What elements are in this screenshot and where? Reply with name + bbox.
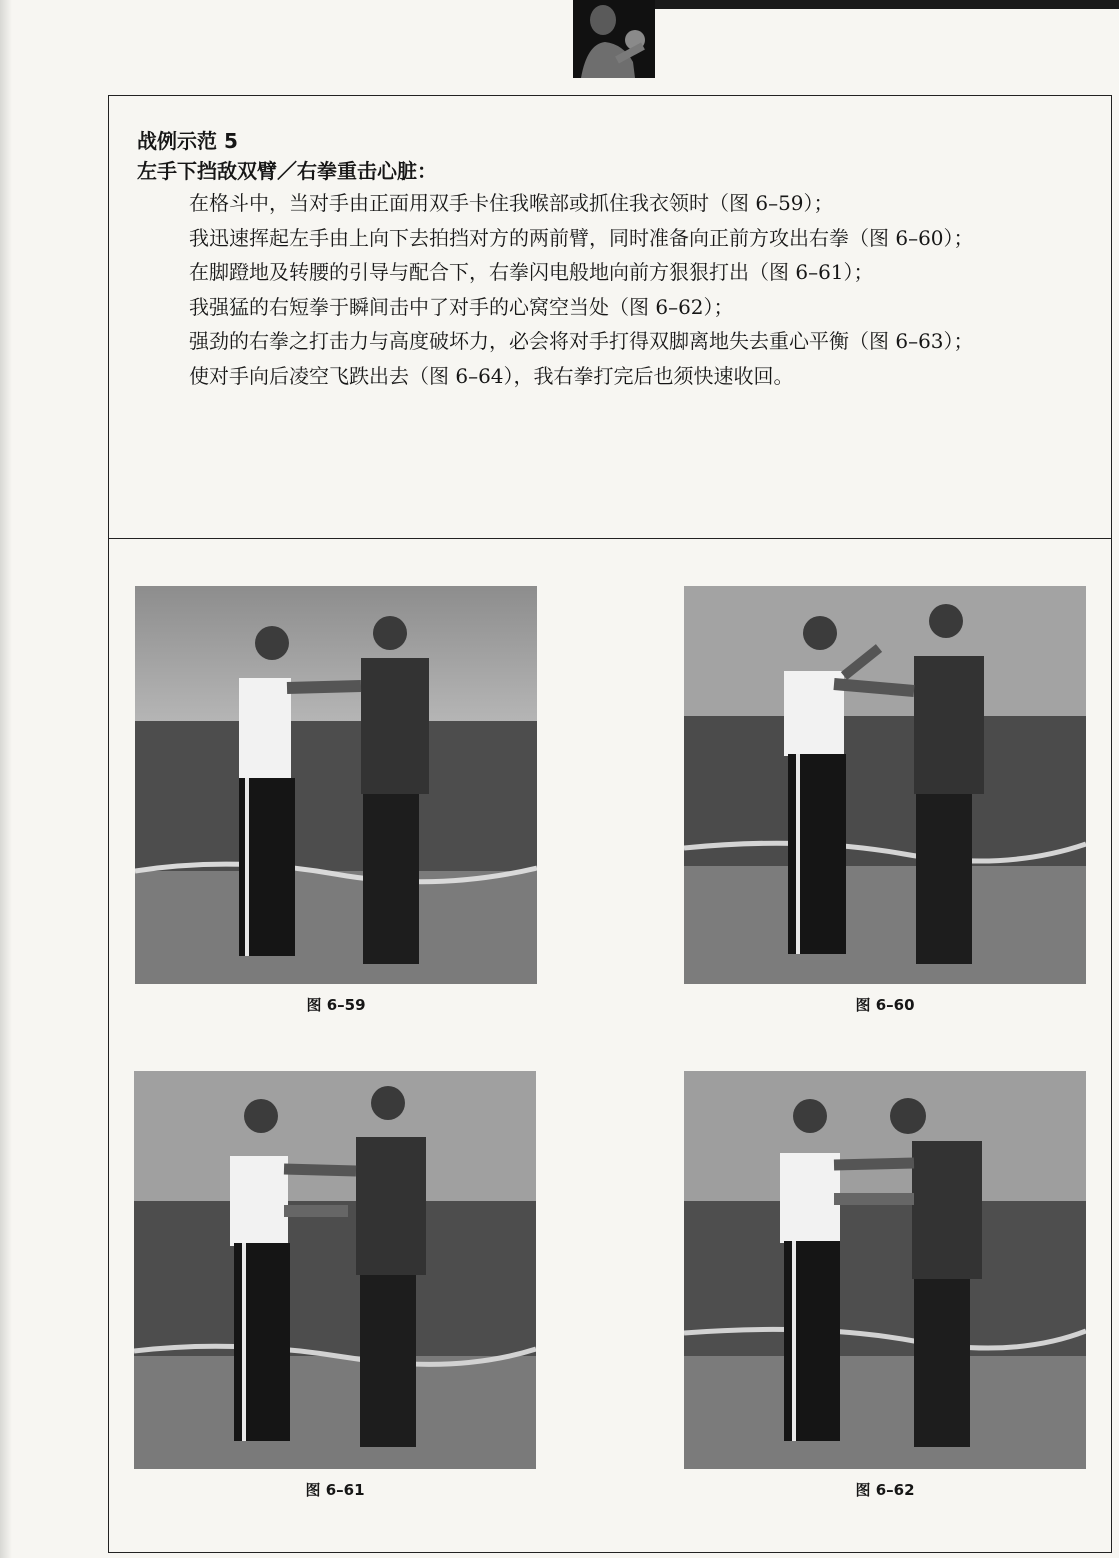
figure-caption: 图 6–61 [305, 1481, 365, 1499]
figure-6-61 [134, 1071, 536, 1500]
section-divider [109, 538, 1111, 539]
figure-photo [684, 586, 1086, 984]
figure-photo [135, 586, 537, 984]
section-subtitle: 左手下挡敌双臂／右拳重击心脏： [137, 159, 437, 183]
paragraph: 使对手向后凌空飞跌出去（图 6–64），我右拳打完后也须快速收回。 [189, 363, 794, 388]
paragraph: 我强猛的右短拳于瞬间击中了对手的心窝空当处（图 6–62）； [189, 294, 734, 319]
text-section [137, 126, 1092, 393]
figure-photo [134, 1071, 536, 1469]
figure-6-59 [135, 586, 537, 1015]
paragraph: 强劲的右拳之打击力与高度破坏力，必会将对手打得双脚离地失去重心平衡（图 6–63）； [189, 329, 974, 353]
content-frame [108, 95, 1112, 1553]
fighter-portrait-icon [573, 0, 655, 78]
figure-caption: 图 6–60 [855, 996, 915, 1014]
header-thumbnail [573, 0, 655, 78]
page-edge-shadow [0, 0, 12, 1558]
paragraph: 在脚蹬地及转腰的引导与配合下，右拳闪电般地向前方狠狠打出（图 6–61）； [189, 260, 874, 284]
figure-6-60 [684, 586, 1086, 1015]
paragraph: 在格斗中，当对手由正面用双手卡住我喉部或抓住我衣领时（图 6–59）； [189, 191, 834, 215]
figure-caption: 图 6–62 [855, 1481, 915, 1499]
section-title: 战例示范 5 [137, 129, 238, 153]
header-band [650, 0, 1119, 9]
figure-photo [684, 1071, 1086, 1469]
figure-caption: 图 6–59 [306, 996, 366, 1014]
paragraph: 我迅速挥起左手由上向下去拍挡对方的两前臂，同时准备向正前方攻出右拳（图 6–60）； [189, 225, 974, 250]
figure-6-62 [684, 1071, 1086, 1500]
